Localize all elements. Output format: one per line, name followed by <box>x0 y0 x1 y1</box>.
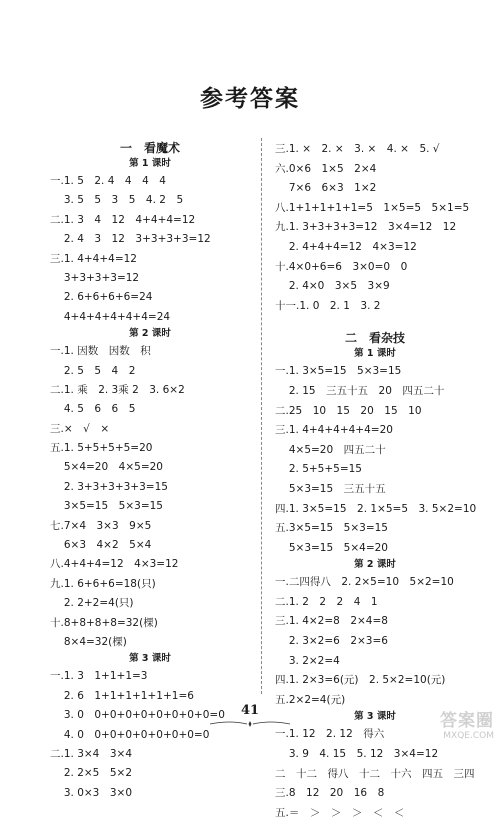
answer-line: 4+4+4+4+4+4=24 <box>50 310 171 323</box>
answer-line: 2. 3×2=6 2×3=6 <box>275 635 388 648</box>
answer-line: 3. 2×2=4 <box>275 654 340 667</box>
answer-line: 二.1. 2 2 2 4 1 <box>275 595 378 608</box>
answer-line: 3. 0 0+0+0+0+0+0+0+0=0 <box>50 709 225 722</box>
answer-line: 三.× √ × <box>50 422 110 435</box>
answer-line: 十一.1. 0 2. 1 3. 2 <box>275 299 381 312</box>
answer-line: 一.1. 3 1+1+1=3 <box>50 670 148 683</box>
answer-line: 一.1. 因数 因数 积 <box>50 345 151 358</box>
lesson-heading: 第 2 课时 <box>129 328 171 340</box>
lesson-heading: 第 1 课时 <box>354 348 396 360</box>
answer-line: 3. 0×3 3×0 <box>50 786 133 799</box>
answer-block <box>275 573 475 710</box>
lesson-heading: 第 2 课时 <box>354 559 396 571</box>
answer-line: 7×6 6×3 1×2 <box>275 182 377 195</box>
answer-line: 十.4×0+6=6 3×0=0 0 <box>275 260 408 273</box>
answer-line: 3+3+3+3=12 <box>50 271 140 284</box>
answer-line: 四.1. 3×5=15 2. 1×5=5 3. 5×2=10 <box>275 502 477 515</box>
unit-heading-2: 二 看杂技 <box>344 331 405 346</box>
answer-line: 3. 9 4. 15 5. 12 3×4=12 <box>275 748 439 761</box>
answer-line: 2. 15 三五十五 20 四五二十 <box>275 384 445 397</box>
answer-block <box>50 667 250 803</box>
answer-line: 二.1. 乘 2. 3乘 2 3. 6×2 <box>50 383 185 396</box>
answer-line: 九.1. 6+6+6=18(只) <box>50 577 156 590</box>
answer-line: 三.1. × 2. × 3. × 4. × 5. √ <box>275 143 440 155</box>
answer-line: 七.7×4 3×3 9×5 <box>50 519 152 532</box>
watermark <box>414 706 494 746</box>
answer-block <box>275 362 475 558</box>
answer-line: 一.1. 12 2. 12 得六 <box>275 728 385 741</box>
page-number: 41 <box>240 703 260 718</box>
answer-line: 4. 0 0+0+0+0+0+0+0=0 <box>50 728 210 741</box>
answer-line: 2. 4+4+4=12 4×3=12 <box>275 240 417 253</box>
answer-line: 五.3×5=15 5×3=15 <box>275 522 388 535</box>
answer-line: 5×3=15 5×4=20 <box>275 541 388 554</box>
answer-line: 4×5=20 四五二十 <box>275 443 386 456</box>
watermark-url: MXQE.COM <box>443 731 494 741</box>
answer-line: 2. 5 5 4 2 <box>50 364 136 377</box>
answer-line: 二.1. 3×4 3×4 <box>50 747 133 760</box>
answer-line: 三.1. 4×2=8 2×4=8 <box>275 615 388 628</box>
answer-line: 2. 6 1+1+1+1+1+1=6 <box>50 689 194 702</box>
lesson-heading: 第 1 课时 <box>129 158 171 169</box>
answer-line: 二 十二 得八 十二 十六 四五 三四 <box>275 767 475 780</box>
lesson-heading: 第 3 课时 <box>129 653 171 665</box>
column-divider <box>261 138 262 694</box>
answer-line: 八.1+1+1+1+1=5 1×5=5 5×1=5 <box>275 201 470 214</box>
lesson-heading: 第 3 课时 <box>354 711 396 723</box>
answer-line: 二.1. 3 4 12 4+4+4=12 <box>50 213 196 226</box>
answer-line: 5×3=15 三五十五 <box>275 482 386 495</box>
answer-line: 十.8+8+8+8=32(棵) <box>50 616 158 629</box>
page-number-ornament <box>200 720 300 728</box>
answer-line: 一.1. 3×5=15 5×3=15 <box>275 365 402 378</box>
answer-line: 3. 5 5 3 5 4. 2 5 <box>50 194 184 207</box>
answer-line: 一.二四得八 2. 2×5=10 5×2=10 <box>275 576 454 589</box>
watermark-text: 答案圈 <box>440 711 494 731</box>
page-title: 参考答案 <box>200 86 300 112</box>
answer-line: 6×3 4×2 5×4 <box>50 539 152 552</box>
answer-block <box>50 342 250 652</box>
answer-block <box>50 172 250 327</box>
answer-line: 2. 3+3+3+3+3=15 <box>50 480 168 493</box>
answer-line: 2. 6+6+6+6=24 <box>50 291 153 304</box>
answer-line: 4. 5 6 6 5 <box>50 403 136 416</box>
answer-line: 三.1. 4+4+4+4+4=20 <box>275 424 393 437</box>
answer-line: 三.8 12 20 16 8 <box>275 787 385 800</box>
answer-line: 二.25 10 15 20 15 10 <box>275 404 422 417</box>
answer-line: 5×4=20 4×5=20 <box>50 461 163 474</box>
answer-line: 五.2×2=4(元) <box>275 693 346 706</box>
answer-line: 五.＝ ＞ ＞ ＞ ＜ ＜ <box>275 806 405 819</box>
answer-line: 四.1. 2×3=6(元) 2. 5×2=10(元) <box>275 674 446 687</box>
answer-line: 2. 2+2=4(只) <box>50 597 134 610</box>
answer-line: 一.1. 5 2. 4 4 4 4 <box>50 175 166 187</box>
answer-line: 2. 5+5+5=15 <box>275 463 362 476</box>
answer-line: 2. 2×5 5×2 <box>50 767 133 780</box>
answer-line: 8×4=32(棵) <box>50 635 127 648</box>
answer-line: 2. 4 3 12 3+3+3+3=12 <box>50 233 211 246</box>
answer-line: 六.0×6 1×5 2×4 <box>275 162 377 175</box>
unit-heading-1: 一 看魔术 <box>119 141 180 155</box>
answer-block <box>275 140 475 316</box>
answer-line: 三.1. 4+4+4=12 <box>50 252 137 265</box>
answer-line: 2. 4×0 3×5 3×9 <box>275 280 390 293</box>
answer-line: 八.4+4+4=12 4×3=12 <box>50 558 179 571</box>
answer-line: 3×5=15 5×3=15 <box>50 500 163 513</box>
answer-line: 五.1. 5+5+5+5=20 <box>50 442 153 455</box>
answer-line: 九.1. 3+3+3+3=12 3×4=12 12 <box>275 221 457 234</box>
